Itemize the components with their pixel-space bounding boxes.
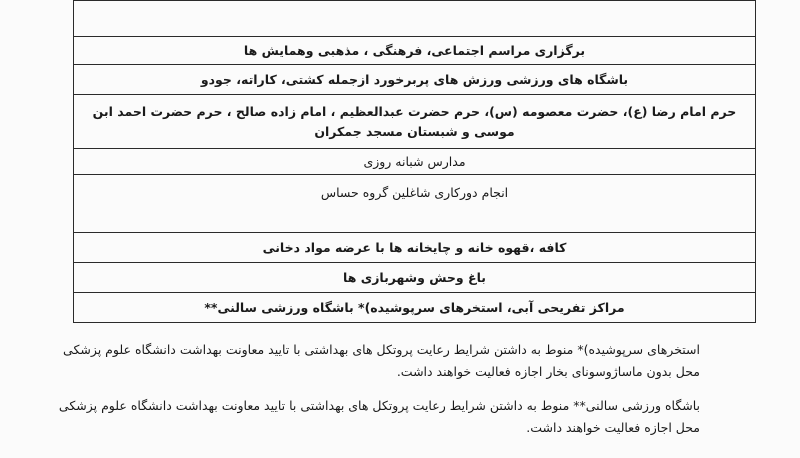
table-cell-empty bbox=[74, 1, 756, 37]
footnote-line: استخرهای سرپوشیده)* منوط به داشتن شرایط رعایت پروتکل های بهداشتی با تایید معاونت بهداشت دانشگاه علوم پزشکی bbox=[63, 342, 700, 357]
table-row bbox=[74, 175, 756, 233]
table-row bbox=[74, 293, 756, 323]
table-cell-ceremonies: برگزاری مراسم اجتماعی، فرهنگی ، مذهبی وهمایش ها bbox=[74, 37, 756, 65]
table-row bbox=[74, 1, 756, 37]
table-row bbox=[74, 233, 756, 263]
table-row bbox=[74, 149, 756, 175]
footnote-line: محل اجازه فعالیت خواهند داشت. bbox=[526, 420, 700, 435]
footnote-gyms bbox=[58, 395, 700, 439]
table-row bbox=[74, 95, 756, 149]
table-row bbox=[74, 37, 756, 65]
footnote-line: محل بدون ماساژوسونای بخار اجازه فعالیت خواهند داشت. bbox=[396, 364, 700, 379]
table-cell-cafes: کافه ،قهوه خانه و چایخانه ها با عرضه مواد دخانی bbox=[74, 233, 756, 263]
table-cell-shrines: حرم امام رضا (ع)، حضرت معصومه (س)، حرم حضرت عبدالعظیم ، امام زاده صالح ، حرم حضرت احمد ابن موسی و شبستان مسجد جمکران bbox=[74, 95, 756, 149]
footnote-pools bbox=[63, 339, 700, 383]
table-cell-water-parks: مراکز تفریحی آبی، استخرهای سرپوشیده)* باشگاه ورزشی سالنی** bbox=[74, 293, 756, 323]
table-cell-contact-sports: باشگاه های ورزشی ورزش های پربرخورد ازجمله کشتی، کاراته، جودو bbox=[74, 65, 756, 95]
activities-table bbox=[73, 0, 756, 323]
footnote-line: باشگاه ورزشی سالنی** منوط به داشتن شرایط رعایت پروتکل های بهداشتی با تایید معاونت بهداشت دانشگاه علوم پزشکی bbox=[58, 398, 700, 413]
table-cell-boarding-schools: مدارس شبانه روزی bbox=[74, 149, 756, 175]
footnotes bbox=[58, 339, 700, 451]
table-cell-zoo: باغ وحش وشهربازی ها bbox=[74, 263, 756, 293]
table-row bbox=[74, 65, 756, 95]
table-row bbox=[74, 263, 756, 293]
table-cell-remote-work: انجام دورکاری شاغلین گروه حساس bbox=[74, 175, 756, 233]
